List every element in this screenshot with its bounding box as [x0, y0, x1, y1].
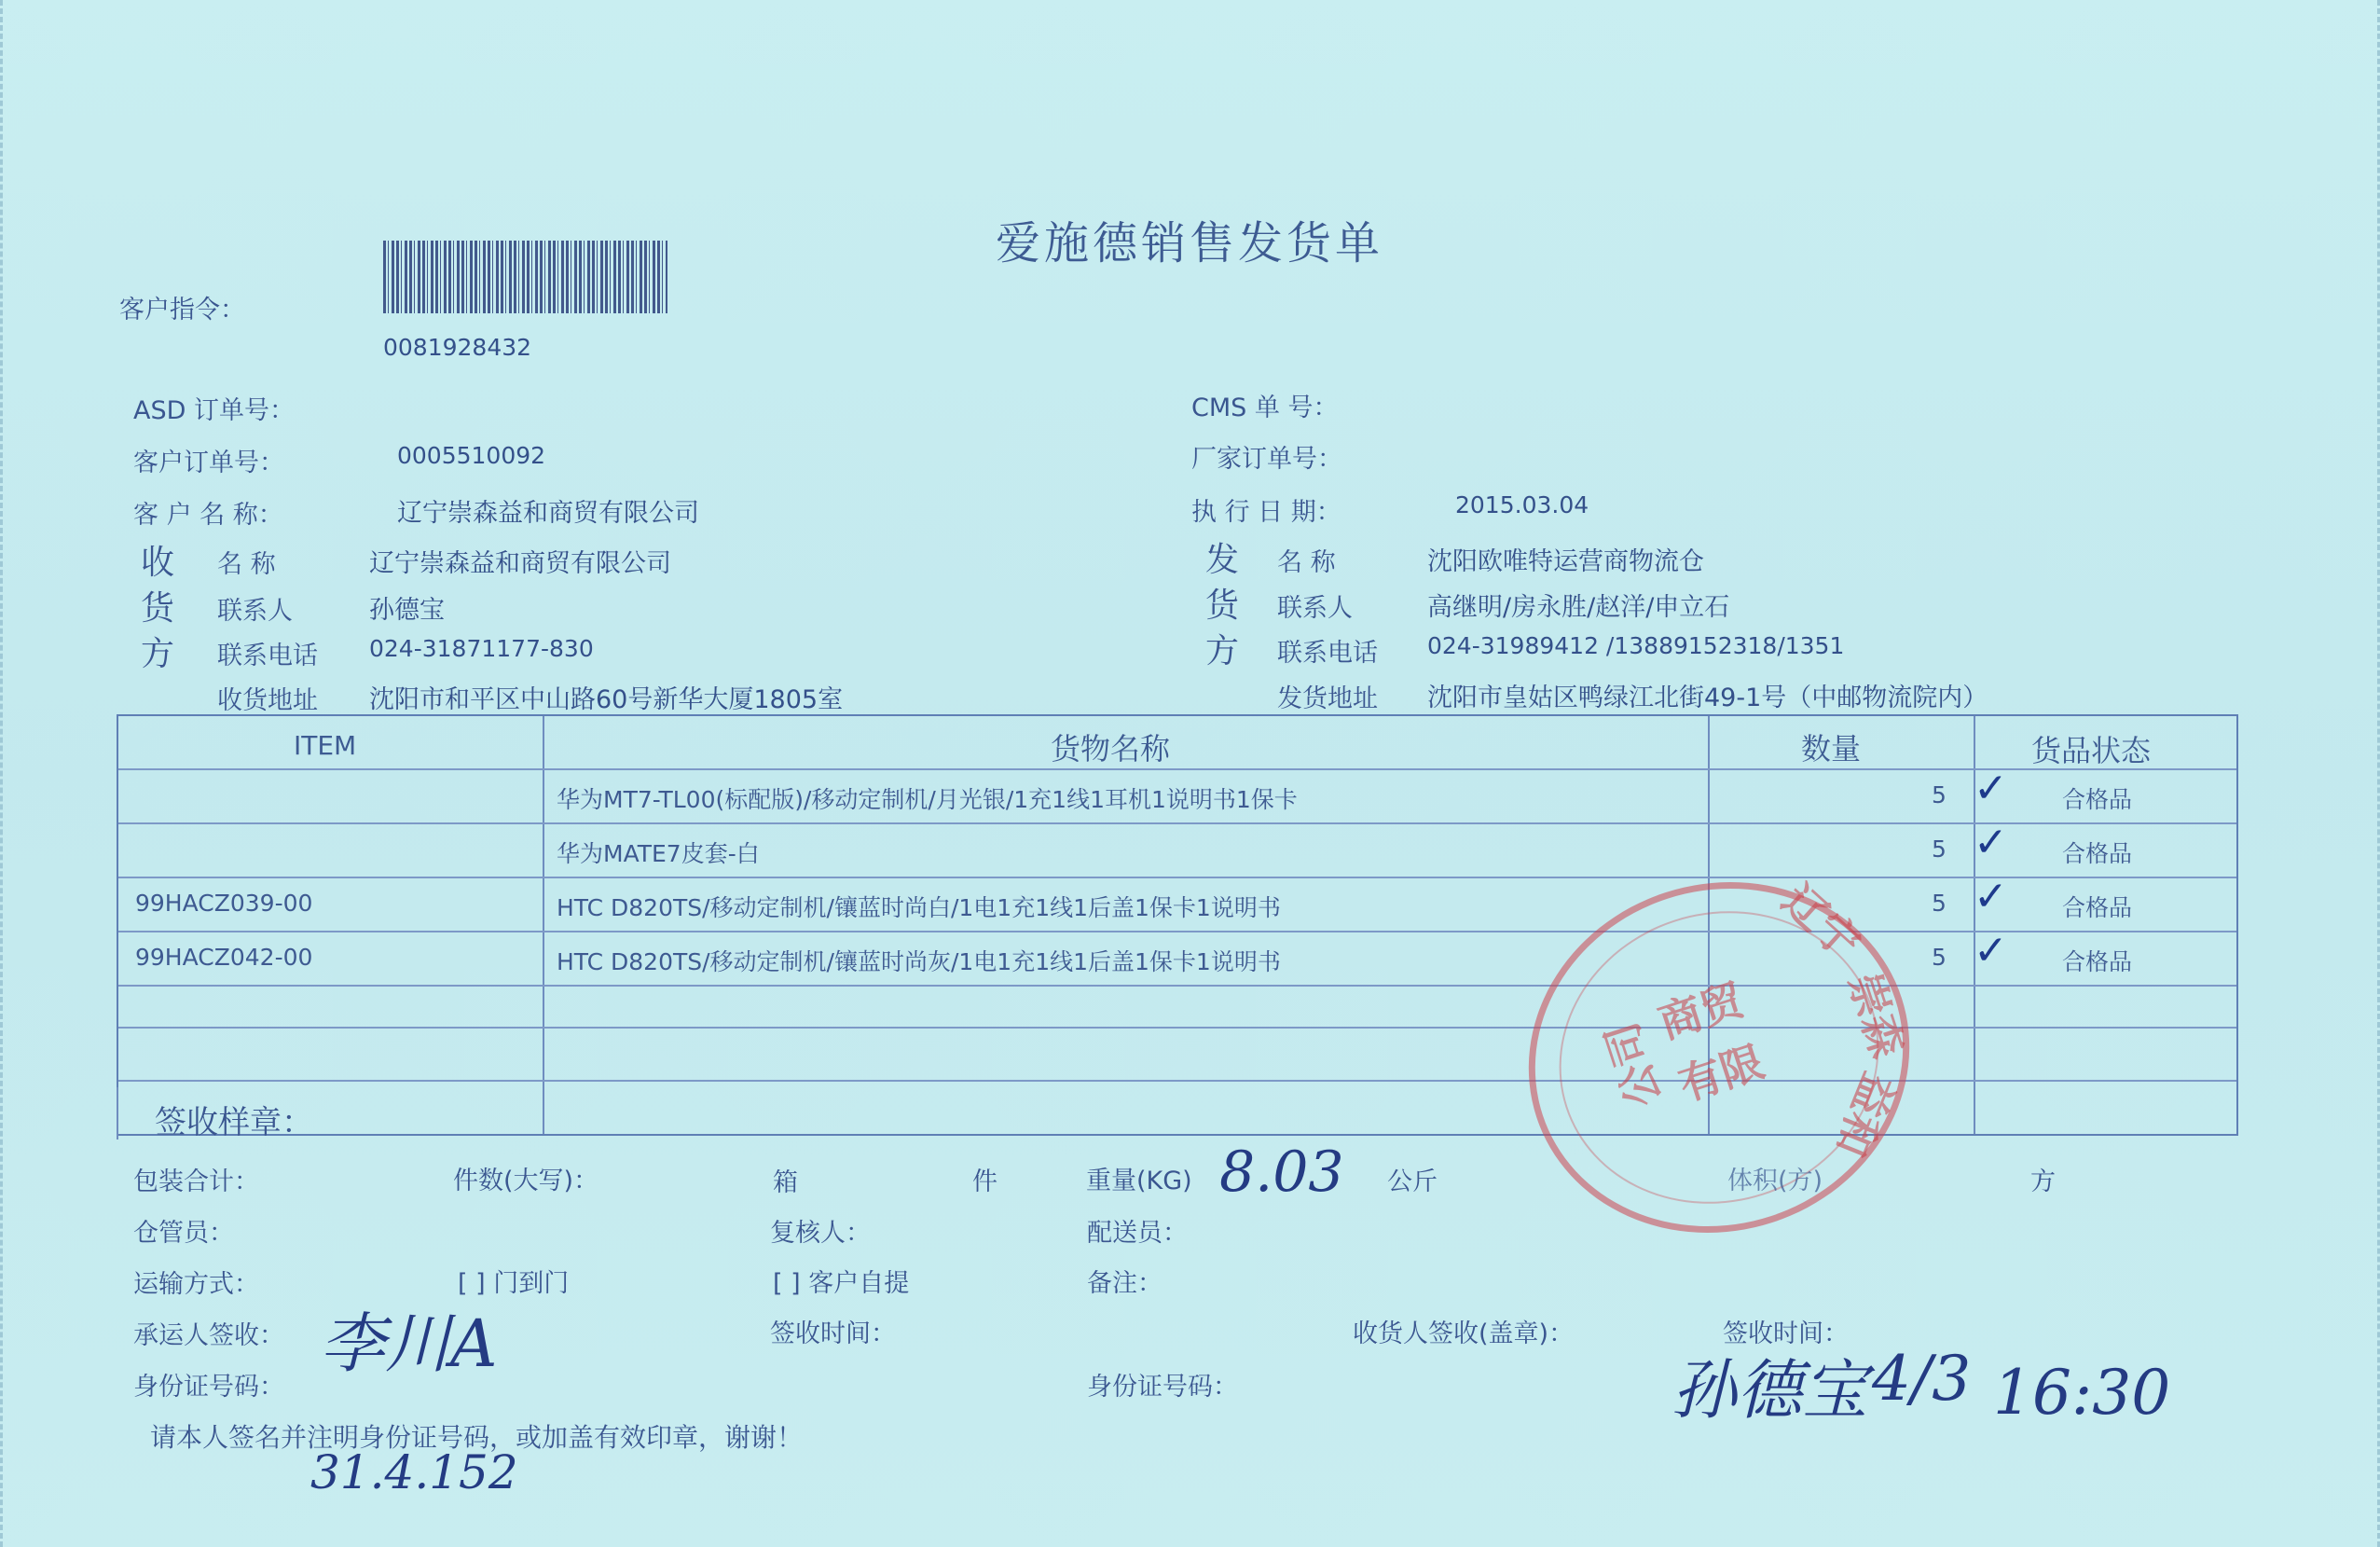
receiver-side-char-2: 货 — [141, 589, 175, 628]
sender-side-char-2: 货 — [1205, 587, 1240, 625]
exec-date-value: 2015.03.04 — [1455, 491, 1589, 518]
receiver-signature: 孙德宝 — [1672, 1352, 1867, 1429]
table-row-3-name: HTC D820TS/移动定制机/镶蓝时尚白/1电1充1线1后盖1保卡1说明书 — [557, 894, 1281, 921]
packing-total-label: 包装合计： — [133, 1167, 259, 1196]
receiver-address-label: 收货地址 — [217, 686, 318, 715]
factory-order-label: 厂家订单号： — [1191, 445, 1342, 474]
deliverer-label: 配送员： — [1087, 1219, 1188, 1248]
table-row-4-qty: 5 — [1932, 944, 1947, 971]
carrier-sign-time-label: 签收时间： — [770, 1319, 896, 1348]
header-quantity: 数量 — [1801, 731, 1862, 767]
sender-side-char-3: 方 — [1205, 632, 1240, 670]
signature-row-left-border — [117, 1087, 118, 1140]
goods-table — [117, 714, 2238, 1136]
remark-label: 备注： — [1087, 1269, 1162, 1298]
table-row-4-status: 合格品 — [2062, 948, 2133, 975]
header-item: ITEM — [294, 730, 357, 761]
receiver-contact: 孙德宝 — [369, 596, 445, 625]
receive-time-handwritten: 16:30 — [1993, 1357, 2171, 1429]
table-row-3-status: 合格品 — [2062, 894, 2133, 921]
sender-phone-label: 联系电话 — [1277, 639, 1378, 668]
sender-contact: 高继明/房永胜/赵洋/申立石 — [1427, 593, 1730, 622]
receiver-phone: 024-31871177-830 — [369, 635, 594, 662]
sender-phone: 024-31989412 /13889152318/1351 — [1427, 632, 1845, 659]
weight-label: 重量(KG) — [1086, 1167, 1192, 1195]
self-pickup-option: [ ] 客户自提 — [773, 1269, 910, 1298]
receiver-contact-label: 联系人 — [217, 597, 293, 626]
sender-side-char-1: 发 — [1205, 541, 1240, 579]
bottom-handwritten-note: 31.4.152 — [310, 1445, 518, 1499]
header-goods-name: 货物名称 — [1051, 731, 1171, 767]
carrier-signature: 李川A — [320, 1305, 498, 1382]
customer-name-label: 客 户 名 称： — [133, 501, 283, 530]
receiver-side-char-1: 收 — [141, 544, 175, 582]
table-row-2-check-icon: ✓ — [1974, 819, 2008, 866]
piece-unit: 件 — [972, 1167, 997, 1196]
table-row-3-item: 99HACZ039-00 — [135, 890, 313, 917]
receive-time-label: 签收时间： — [1723, 1319, 1849, 1348]
table-row-3-check-icon: ✓ — [1974, 873, 2008, 920]
receiver-name-label: 名 称 — [217, 550, 276, 579]
fang-unit: 方 — [2030, 1167, 2056, 1196]
customer-instruction-code: 0081928432 — [383, 334, 532, 361]
header-status: 货品状态 — [2031, 733, 2152, 768]
sender-address-label: 发货地址 — [1277, 684, 1378, 713]
carrier-sign-label: 承运人签收： — [133, 1321, 284, 1350]
barcode — [383, 241, 667, 313]
transport-label: 运输方式： — [133, 1270, 259, 1299]
reviewer-label: 复核人： — [770, 1219, 871, 1248]
receiver-id-label: 身份证号码： — [1087, 1373, 1238, 1402]
cms-no-label: CMS 单 号： — [1191, 394, 1339, 422]
table-row-2-status: 合格品 — [2062, 840, 2133, 867]
customer-order-value: 0005510092 — [397, 442, 546, 469]
customer-order-label: 客户订单号： — [133, 449, 284, 477]
volume-label: 体积(方) — [1727, 1167, 1823, 1195]
receiver-name: 辽宁崇森益和商贸有限公司 — [369, 549, 671, 578]
table-row-2-name: 华为MATE7皮套-白 — [557, 840, 760, 867]
table-row-1-check-icon: ✓ — [1974, 765, 2008, 812]
customer-name-value: 辽宁崇森益和商贸有限公司 — [397, 499, 699, 528]
table-row-4-item: 99HACZ042-00 — [135, 944, 313, 971]
signature-sample-label: 签收样章： — [155, 1104, 313, 1141]
table-row-3-qty: 5 — [1932, 890, 1947, 917]
table-row-4-name: HTC D820TS/移动定制机/镶蓝时尚灰/1电1充1线1后盖1保卡1说明书 — [557, 948, 1281, 975]
warehouse-keeper-label: 仓管员： — [133, 1219, 234, 1248]
table-row-1-name: 华为MT7-TL00(标配版)/移动定制机/月光银/1充1线1耳机1说明书1保卡 — [557, 786, 1298, 813]
customer-instruction-label: 客户指令： — [119, 296, 245, 325]
table-row-2-qty: 5 — [1932, 836, 1947, 863]
sender-name: 沈阳欧唯特运营商物流仓 — [1427, 547, 1704, 576]
box-unit: 箱 — [773, 1168, 798, 1197]
sender-contact-label: 联系人 — [1277, 594, 1353, 623]
weight-handwritten: 8.03 — [1219, 1140, 1344, 1205]
carrier-id-label: 身份证号码： — [133, 1373, 284, 1402]
receiver-address: 沈阳市和平区中山路60号新华大厦1805室 — [369, 685, 844, 714]
table-row-4-check-icon: ✓ — [1974, 927, 2008, 974]
receiver-sign-label: 收货人签收(盖章)： — [1353, 1319, 1575, 1348]
asd-order-label: ASD 订单号： — [133, 396, 295, 425]
table-row-1-status: 合格品 — [2062, 786, 2133, 813]
company-seal: 辽宁 崇森 益和 商贸 有限 公司 — [1483, 833, 1956, 1281]
receiver-phone-label: 联系电话 — [217, 642, 318, 670]
table-row-1-qty: 5 — [1932, 781, 1947, 808]
door-to-door-option: [ ] 门到门 — [458, 1269, 570, 1298]
count-caps-label: 件数(大写)： — [453, 1167, 599, 1195]
receiver-side-char-3: 方 — [141, 635, 175, 673]
sender-name-label: 名 称 — [1277, 548, 1336, 577]
kg-unit: 公斤 — [1387, 1167, 1438, 1196]
signing-notice: 请本人签名并注明身份证号码，或加盖有效印章，谢谢！ — [150, 1422, 804, 1453]
document-title: 爱施德销售发货单 — [996, 217, 1384, 269]
receive-date-handwritten: 4/3 — [1872, 1343, 1972, 1415]
exec-date-label: 执 行 日 期： — [1191, 498, 1341, 527]
sender-address: 沈阳市皇姑区鸭绿江北街49-1号（中邮物流院内） — [1427, 684, 1988, 712]
